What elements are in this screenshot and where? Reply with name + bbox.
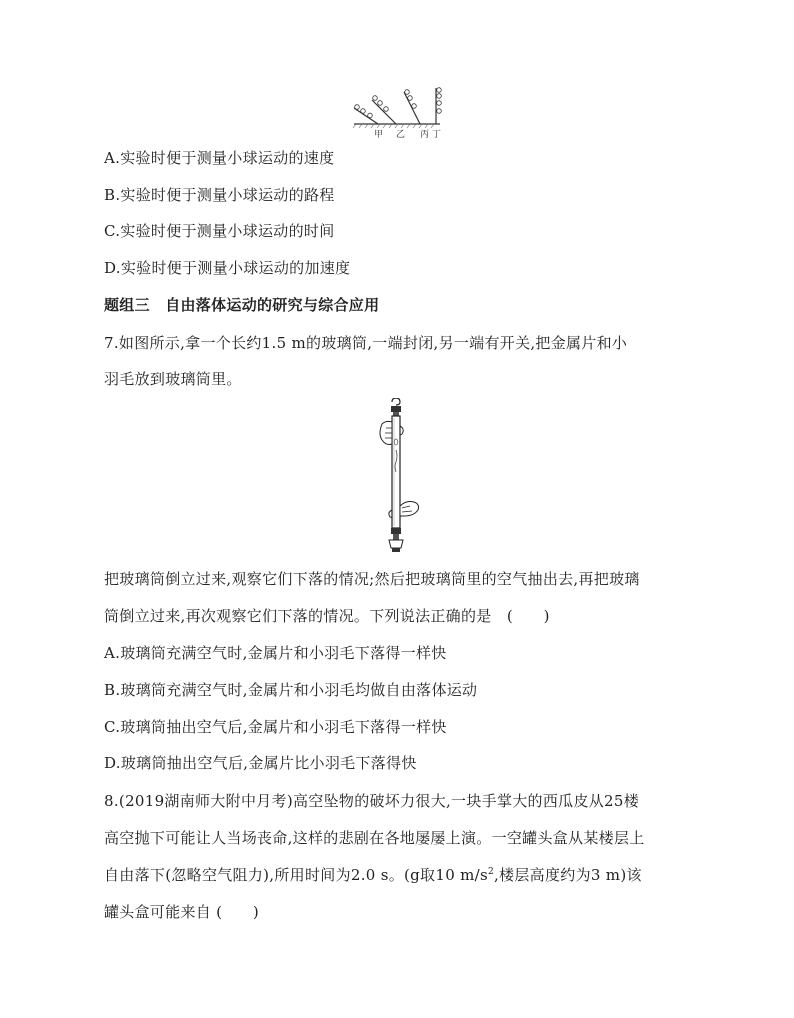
q7-option-a: A.玻璃筒充满空气时,金属片和小羽毛下落得一样快 <box>104 644 447 662</box>
q7-option-d: D.玻璃筒抽出空气后,金属片比小羽毛下落得快 <box>104 754 417 772</box>
q7-option-b: B.玻璃筒充满空气时,金属片和小羽毛均做自由落体运动 <box>104 681 478 699</box>
section-title: 题组三 自由落体运动的研究与综合应用 <box>104 296 380 314</box>
q7-stem-line1: 7.如图所示,拿一个长约1.5 m的玻璃筒,一端封闭,另一端有开关,把金属片和小 <box>104 334 628 352</box>
glass-tube-figure <box>368 398 428 558</box>
q7-stem-line2: 羽毛放到玻璃筒里。 <box>104 370 242 388</box>
q8-line3 <box>104 865 642 885</box>
q8-line4: 罐头盒可能来自 ( ) <box>104 903 260 921</box>
label-jia: 甲 <box>374 130 384 140</box>
q6-option-a: A.实验时便于测量小球运动的速度 <box>104 149 335 167</box>
q7-option-c: C.玻璃筒抽出空气后,金属片和小羽毛下落得一样快 <box>104 718 447 736</box>
q7-stem-line3: 把玻璃筒倒立过来,观察它们下落的情况;然后把玻璃筒里的空气抽出去,再把玻璃 <box>104 570 640 588</box>
q6-option-b: B.实验时便于测量小球运动的路程 <box>104 186 335 204</box>
label-bing: 丙 <box>420 130 430 140</box>
label-ding: 丁 <box>432 130 442 140</box>
q8-line3-pre: 自由落下(忽略空气阻力),所用时间为2.0 s。(g取10 m/s <box>104 866 488 884</box>
q6-option-c: C.实验时便于测量小球运动的时间 <box>104 222 335 240</box>
q7-stem-line4: 筒倒立过来,再次观察它们下落的情况。下列说法正确的是 ( ) <box>104 607 550 625</box>
q8-line2: 高空抛下可能让人当场丧命,这样的悲剧在各地屡屡上演。一空罐头盒从某楼层上 <box>104 829 645 847</box>
incline-experiment-figure <box>348 86 448 140</box>
label-yi: 乙 <box>396 130 406 140</box>
q8-line1: 8.(2019湖南师大附中月考)高空坠物的破坏力很大,一块手掌大的西瓜皮从25楼 <box>104 792 640 810</box>
q6-option-d: D.实验时便于测量小球运动的加速度 <box>104 259 351 277</box>
q8-line3-sup: 2 <box>487 867 495 877</box>
q8-line3-post: ,楼层高度约为3 m)该 <box>494 866 642 884</box>
